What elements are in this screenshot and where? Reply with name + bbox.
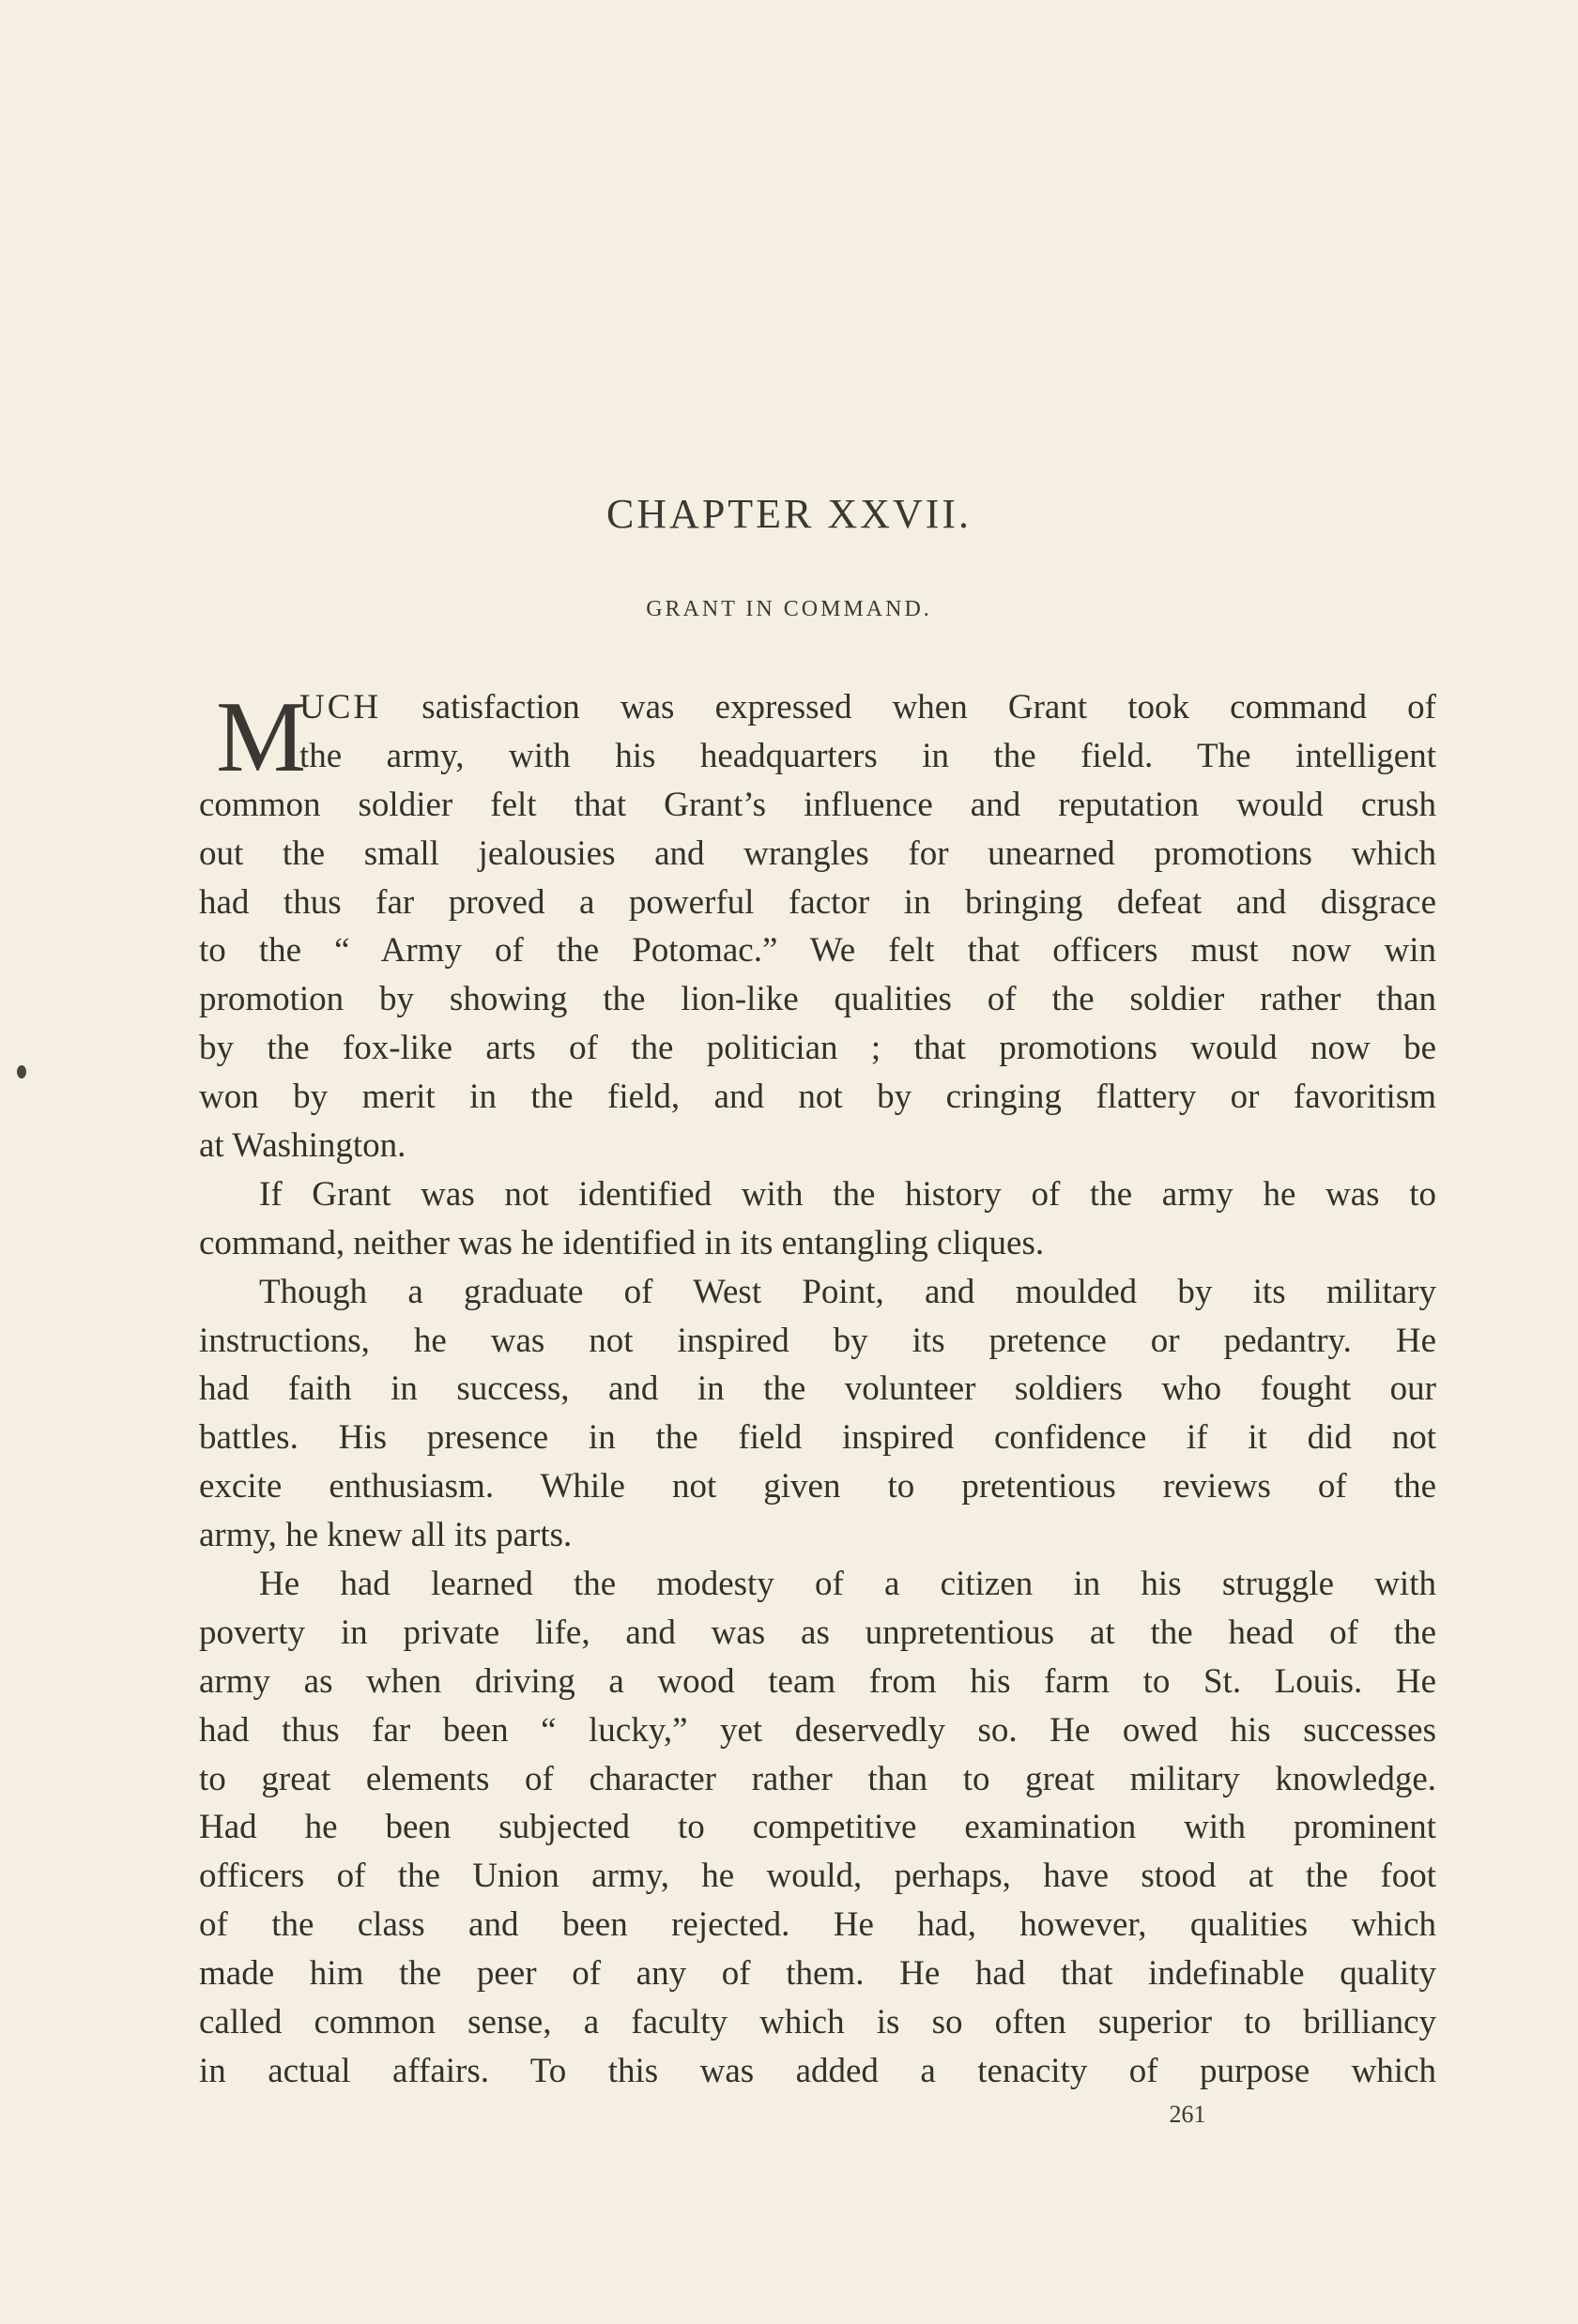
text-line [199,683,1436,732]
text-line: common soldier felt that Grant’s influence and reputation would crush [199,785,1436,824]
text-line: had thus far proved a powerful factor in bringing defeat and disgrace [199,882,1436,922]
text-line: the army, with his headquarters in the field. The intelligent [299,736,1436,775]
text-line: won by merit in the field, and not by cringing flattery or favoritism [199,1078,1436,1117]
page-number: 261 [1169,2101,1206,2128]
text-line: promotion by showing the lion-like qualities of the soldier rather than [199,980,1436,1019]
text-line: army as when driving a wood team from his farm to St. Louis. He [199,1661,1436,1701]
text-line: If Grant was not identified with the history of the army he was to [259,1174,1436,1214]
text-line: had thus far been “ lucky,” yet deservedly so. He owed his successes [199,1710,1436,1750]
text-line: had faith in success, and in the volunteer soldiers who fought our [199,1369,1436,1409]
chapter-title: CHAPTER XXVII. [605,491,973,537]
margin-mark [17,1065,26,1078]
text-line: in actual affairs. To this was added a tenacity of purpose which [199,2051,1436,2090]
text-line: called common sense, a faculty which is so often superior to brilliancy [199,2003,1436,2042]
text-line: at Washington. [199,1126,406,1166]
text-line: Though a graduate of West Point, and moulded by its military [259,1272,1436,1311]
text-line: command, neither was he identified in its entangling cliques. [199,1223,1045,1262]
text-line: excite enthusiasm. While not given to pretentious reviews of the [199,1467,1436,1506]
body-text [199,683,1436,2096]
text-line: made him the peer of any of them. He had that indefinable quality [199,1954,1436,1994]
text-line: out the small jealousies and wrangles for unearned promotions which [199,833,1436,873]
chapter-subtitle: GRANT IN COMMAND. [646,597,932,621]
text-line: instructions, he was not inspired by its pretence or pedantry. He [199,1321,1436,1360]
drop-cap: M [216,681,307,793]
line-1-rest: satisfaction was expressed when Grant took command of [381,688,1436,726]
text-line: of the class and been rejected. He had, however, qualities which [199,1905,1436,1945]
text-line: Had he been subjected to competitive examination with prominent [199,1808,1436,1847]
text-line: by the fox-like arts of the politician ; that promotions would now be [199,1029,1436,1068]
text-line: army, he knew all its parts. [199,1516,573,1555]
text-line: officers of the Union army, he would, perhaps, have stood at the foot [199,1857,1436,1896]
text-line: poverty in private life, and was as unpretentious at the head of the [199,1613,1436,1652]
text-line: to the “ Army of the Potomac.” We felt that officers must now win [199,931,1436,971]
text-line: He had learned the modesty of a citizen in his struggle with [259,1565,1436,1604]
text-line: to great elements of character rather than to great military knowledge. [199,1759,1436,1798]
text-line: battles. His presence in the field inspired confidence if it did not [199,1418,1436,1458]
first-word-rest: UCH [299,688,382,726]
